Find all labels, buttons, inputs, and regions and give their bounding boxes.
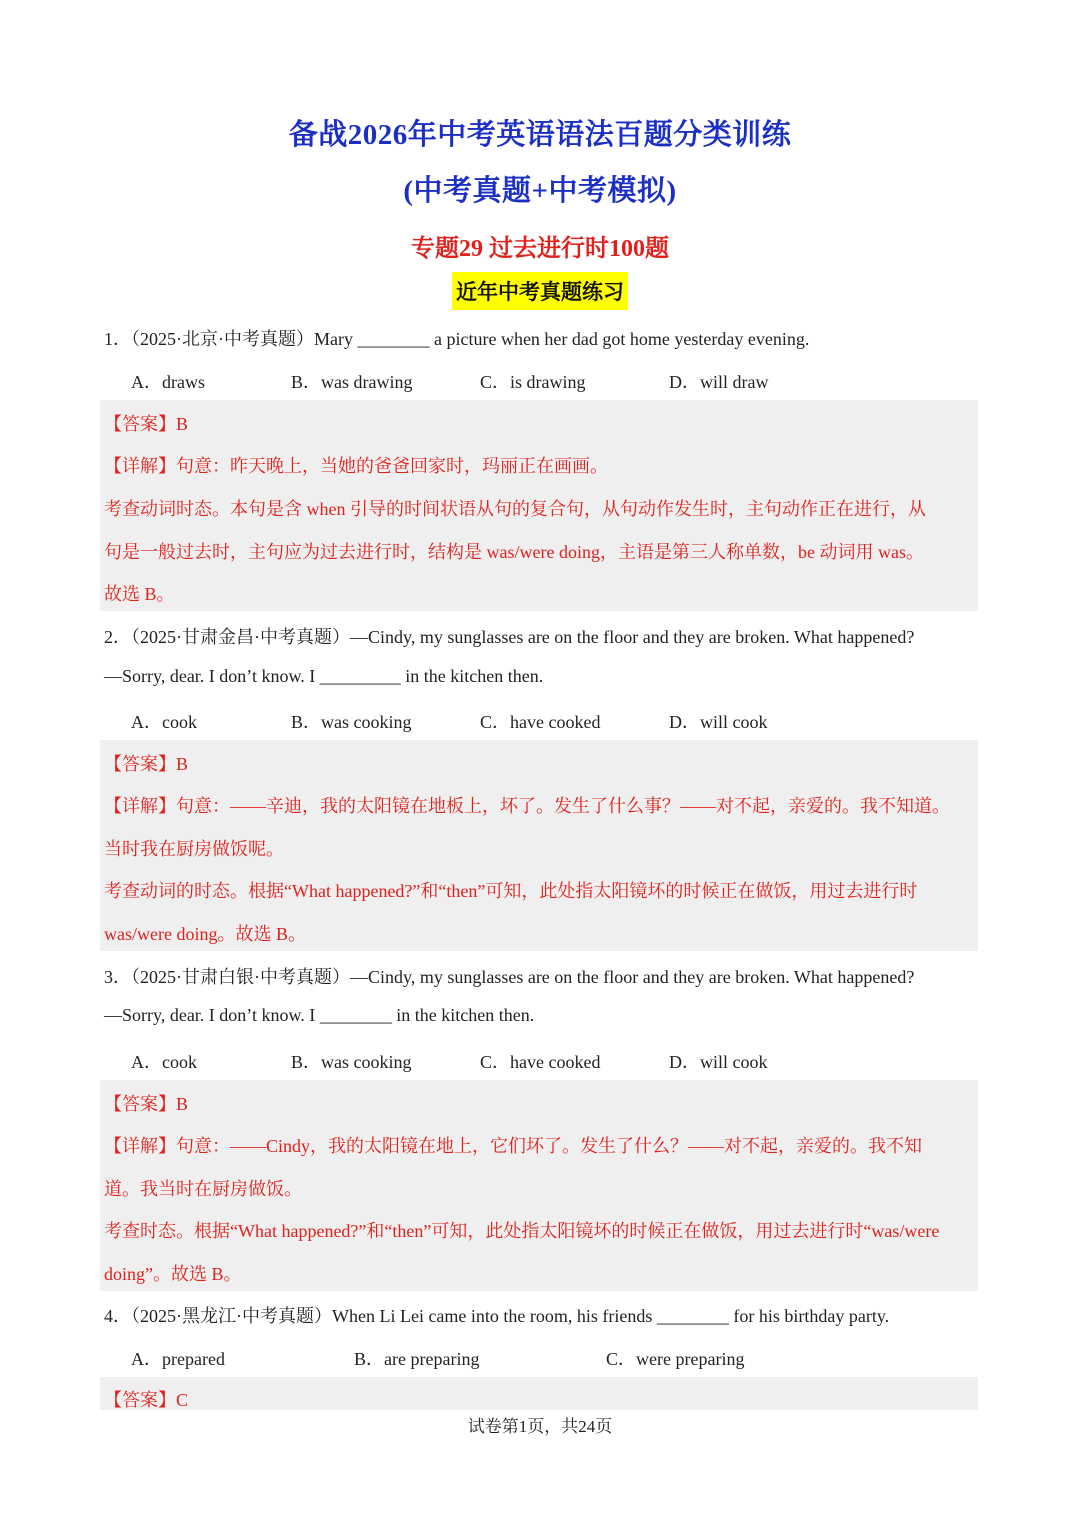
question-1-explanation-line: 句是一般过去时，主句应为过去进行时，结构是 was/were doing，主语是第三人称单数，be 动词用 was。 <box>104 542 924 562</box>
question-4-answer: 【答案】C <box>104 1390 189 1410</box>
section-heading: 近年中考真题练习 <box>452 272 628 310</box>
section-heading-wrap <box>0 272 1080 310</box>
question-2-explanation-line: 【详解】句意：——辛迪，我的太阳镜在地板上，坏了。发生了什么事？——对不起，亲爱的。我不知道。 <box>104 796 950 816</box>
question-4-answer-block <box>100 1377 978 1410</box>
question-2-stem: 2．（2025·甘肃金昌·中考真题）—Cindy, my sunglasses are on the floor and they are broken. What happened? <box>104 627 915 647</box>
question-1-explanation-line: 考查动词时态。本句是含 when 引导的时间状语从句的复合句，从句动作发生时，主句动作正在进行，从 <box>104 499 926 519</box>
question-1-option-b: B．was drawing <box>291 372 413 392</box>
question-3-explanation-line: 【详解】句意：——Cindy，我的太阳镜在地上，它们坏了。发生了什么？——对不起，亲爱的。我不知 <box>104 1136 923 1156</box>
question-1-option-a: A．draws <box>131 372 205 392</box>
question-3-stem: 3．（2025·甘肃白银·中考真题）—Cindy, my sunglasses are on the floor and they are broken. What happened? <box>104 967 915 987</box>
question-2-explanation-line: 当时我在厨房做饭呢。 <box>104 839 284 859</box>
question-3-stem: —Sorry, dear. I don’t know. I ________ in the kitchen then. <box>104 1005 535 1025</box>
question-1-answer: 【答案】B <box>104 414 189 434</box>
question-2-option-a: A．cook <box>131 712 197 732</box>
question-3-explanation-line: 考查时态。根据“What happened?”和“then”可知，此处指太阳镜坏的时候正在做饭，用过去进行时“was/were <box>104 1221 940 1241</box>
question-4-option-b: B．are preparing <box>354 1349 480 1369</box>
question-2-explanation-line: 考查动词的时态。根据“What happened?”和“then”可知，此处指太阳镜坏的时候正在做饭，用过去进行时 <box>104 881 918 901</box>
document-title: 备战2026年中考英语语法百题分类训练 <box>288 119 792 151</box>
question-2-option-b: B．was cooking <box>291 712 412 732</box>
question-4-stem: 4．（2025·黑龙江·中考真题）When Li Lei came into the room, his friends ________ for his birthday party. <box>104 1306 890 1326</box>
question-2-stem: —Sorry, dear. I don’t know. I _________ in the kitchen then. <box>104 666 544 686</box>
page-footer: 试卷第1页，共24页 <box>467 1417 613 1436</box>
question-3-explanation-line: 道。我当时在厨房做饭。 <box>104 1179 302 1199</box>
question-3-explanation-line: doing”。故选 B。 <box>104 1264 242 1284</box>
question-4-option-a: A．prepared <box>131 1349 225 1369</box>
question-1-explanation-line: 故选 B。 <box>104 584 175 604</box>
question-2-option-d: D．will cook <box>669 712 768 732</box>
question-2-answer: 【答案】B <box>104 754 189 774</box>
question-1-explanation-line: 【详解】句意：昨天晚上，当她的爸爸回家时，玛丽正在画画。 <box>104 456 608 476</box>
question-3-option-d: D．will cook <box>669 1052 768 1072</box>
question-4-option-c: C．were preparing <box>606 1349 745 1369</box>
document-subtitle: (中考真题+中考模拟) <box>403 175 677 207</box>
question-2-explanation-line: was/were doing。故选 B。 <box>104 924 306 944</box>
question-3-option-a: A．cook <box>131 1052 197 1072</box>
topic-title: 专题29 过去进行时100题 <box>411 236 669 262</box>
question-3-option-c: C．have cooked <box>480 1052 601 1072</box>
question-2-option-c: C．have cooked <box>480 712 601 732</box>
question-1-option-c: C．is drawing <box>480 372 586 392</box>
question-1-stem: 1．（2025·北京·中考真题）Mary ________ a picture when her dad got home yesterday evening. <box>104 329 810 349</box>
question-3-answer: 【答案】B <box>104 1094 189 1114</box>
question-1-option-d: D．will draw <box>669 372 769 392</box>
question-3-option-b: B．was cooking <box>291 1052 412 1072</box>
